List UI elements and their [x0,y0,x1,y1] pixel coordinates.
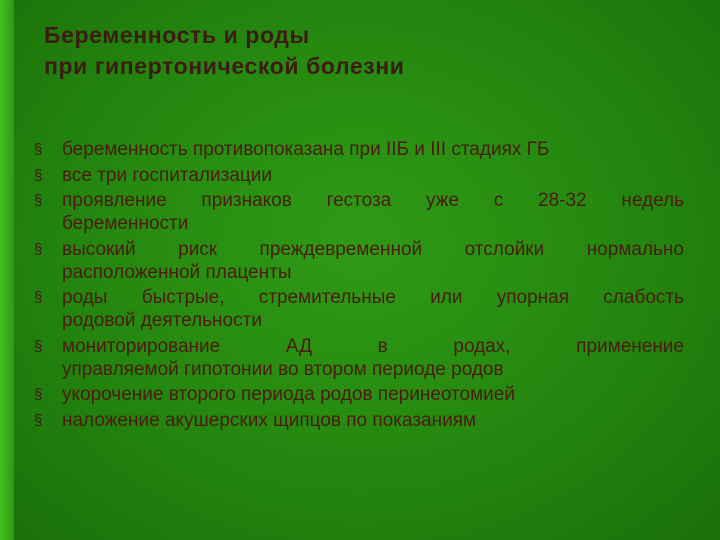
list-item-text-line-2: беременности [62,213,189,234]
list-item-text-line-2: родовой деятельности [62,310,262,331]
list-item [34,409,684,432]
list-item-text: все три госпитализации [62,164,273,186]
title-line-2: при гипертонической болезни [44,53,405,79]
bullet-icon: § [34,166,43,184]
list-item [34,238,684,284]
bullet-icon: § [34,386,43,403]
bullet-icon: § [34,289,43,306]
list-item [34,286,684,332]
list-item-text: беременность противопоказана при IIБ и III стадиях ГБ [62,139,550,160]
title-line-1: Беременность и роды [44,22,310,48]
list-item [34,335,684,381]
list-item-text: укорочение второго периода родов перинеотомией [62,384,515,405]
list-item-text-line-1: проявление признаков гестоза уже с 28-32 недель [62,190,684,211]
list-item-text-line-2: управляемой гипотонии во втором периоде родов [62,358,504,380]
bullet-icon: § [34,411,43,429]
list-item-text: наложение акушерских щипцов по показаниям [62,409,477,431]
list-item [34,383,684,406]
list-item-text-line-2: расположенной плаценты [62,261,292,283]
list-item-text-line-1: мониторирование АД в родах, применение [62,335,684,357]
bullet-icon: § [34,192,43,209]
list-item-text-line-1: высокий риск преждевременной отслойки нормально [62,238,684,260]
list-item [34,164,684,187]
list-item-text-line-1: роды быстрые, стремительные или упорная слабость [62,287,684,308]
bullet-list [34,138,684,434]
bullet-icon: § [34,337,43,355]
left-accent-bar [0,0,14,540]
bullet-icon: § [34,240,43,258]
slide-title [44,20,684,82]
list-item [34,138,684,161]
bullet-icon: § [34,141,43,158]
list-item [34,189,684,235]
